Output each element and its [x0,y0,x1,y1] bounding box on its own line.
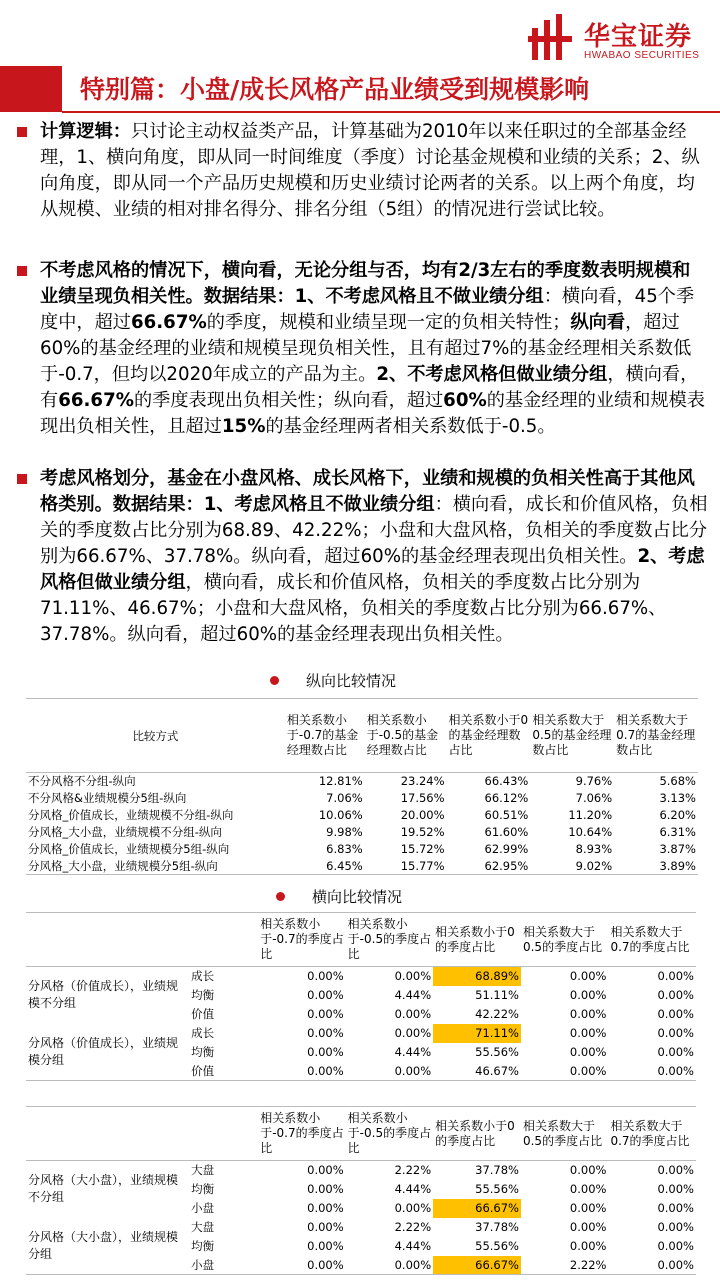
horizontal-comparison-table-style [26,912,696,1081]
para2-text-4: ，横向看，有 [40,364,699,411]
table-cell: 0.00% [657,1045,694,1059]
table-cell: 0.00% [394,1201,432,1215]
horizontal-comparison-table-size [26,1106,696,1275]
table-cell: 0.00% [657,969,694,984]
table-header-row [26,1107,696,1161]
table-cell: 15.77% [400,858,445,873]
table-cell: 7.06% [326,791,363,805]
table-row [26,841,698,858]
table-cell: 66.43% [484,774,529,789]
paragraph-with-style [40,466,708,648]
table-cell: 0.00% [657,1007,694,1021]
row-label: 分风格_大小盘，业绩规模分5组-纵向 [28,858,218,873]
table-cell: 0.00% [307,1045,344,1059]
sub-label: 成长 [191,1026,215,1040]
para2-bold-6: 60% [443,390,487,411]
table-cell: 0.00% [307,1063,344,1078]
table-cell: 0.00% [394,1063,432,1078]
company-logo-icon [528,14,574,64]
sub-label: 大盘 [191,1220,215,1234]
table-cell: 0.00% [307,1163,344,1178]
table-cell: 5.68% [659,774,696,789]
bullet-square-icon [17,266,27,276]
table-corner-label: 比较方式 [132,728,179,743]
sub-label: 均衡 [191,988,215,1002]
horizontal-comparison-title: 横向比较情况 [312,888,403,906]
highlighted-cell: 68.89% [433,967,521,986]
table-cell: 0.00% [657,1182,694,1196]
table-cell: 4.44% [394,1045,432,1059]
column-header: 相关系数大于0.7的基金经理数占比 [616,713,696,757]
table-cell: 6.20% [659,808,696,822]
table-cell: 4.44% [394,988,432,1002]
para3-bold-2: 2、考虑风格但做业绩分组 [40,546,705,593]
table-cell: 10.06% [318,808,363,822]
table-cell: 0.00% [657,1163,694,1178]
title-accent-bar [0,66,62,112]
table-row [26,967,696,986]
paragraph-no-style [40,258,708,440]
para1-text: 只讨论主动权益类产品，计算基础为2010年以来任职过的全部基金经理，1、横向角度，即从同一时间维度（季度）讨论基金规模和业绩的关系；2、纵向角度，即从同一个产品历史规模和历史业绩讨论两者的关系。以上两个角度，均从规模、业绩的相对排名得分、排名分组（5组）的情况进行尝试比较。 [40,121,700,220]
sub-label: 均衡 [191,1182,215,1196]
para2-text-7: 的基金经理两者相关系数低于-0.5。 [265,416,556,437]
para2-text-5: 的季度表现出负相关性；纵向看，超过 [133,390,444,411]
table-cell: 0.00% [569,1163,607,1178]
column-header: 相关系数小于0的季度占比 [435,924,515,954]
column-header: 相关系数小于-0.7的基金经理数占比 [286,713,359,757]
table-cell: 0.00% [569,1063,607,1078]
sub-label: 小盘 [191,1201,215,1215]
sub-label: 均衡 [191,1045,215,1059]
para1-bold: 计算逻辑： [40,121,131,142]
para2-bold-2: 66.67% [130,312,207,333]
column-header: 相关系数小于-0.7的季度占比 [260,1111,344,1155]
para3-text-2: ，横向看，成长和价值风格，负相关的季度数占比分别为71.11%、46.67%；小盘和大盘风格，负相关的季度数占比分别为66.67%、37.78%。纵向看，超过60%的基金经理表现出负相关性。 [40,572,667,645]
table-cell: 0.00% [394,1257,432,1272]
table-cell: 20.00% [400,808,445,822]
sub-label: 小盘 [191,1257,215,1272]
table-cell: 23.24% [400,774,445,789]
vertical-comparison-title: 纵向比较情况 [306,672,397,690]
section-dot-icon [276,892,285,901]
table-cell: 0.00% [569,969,607,984]
table-cell: 0.00% [657,1257,694,1272]
table-cell: 0.00% [657,1063,694,1078]
row-label: 分风格_价值成长，业绩规模不分组-纵向 [28,808,234,822]
table-cell: 9.98% [326,825,363,839]
table-cell: 0.00% [569,1007,607,1021]
table-cell: 17.56% [400,791,445,805]
table-cell: 0.00% [307,1239,344,1253]
table-cell: 9.76% [575,774,613,789]
group-label: 分风格（价值成长），业绩规模不分组 [28,979,179,1011]
table-cell: 0.00% [657,1026,694,1040]
para2-bold-5: 66.67% [58,390,134,411]
table-cell: 19.52% [400,825,445,839]
column-header: 相关系数大于0.7的季度占比 [610,924,690,954]
table-cell: 3.89% [659,858,696,873]
table-cell: 0.00% [569,1182,607,1196]
table-cell: 15.72% [400,842,445,856]
highlighted-cell: 71.11% [433,1024,521,1043]
sub-label: 价值 [191,1007,215,1021]
table-cell: 0.00% [394,1026,432,1040]
table-cell: 37.78% [475,1163,519,1178]
row-label: 分风格_大小盘，业绩规模不分组-纵向 [28,825,222,839]
table-cell: 6.31% [659,825,696,839]
table-cell: 2.22% [394,1163,432,1178]
table-corner [26,1107,189,1161]
sub-label: 价值 [191,1063,215,1078]
sub-corner [189,913,258,967]
table-cell: 6.83% [326,842,363,856]
column-header: 相关系数大于0.5的基金经理数占比 [532,713,612,757]
page-title: 特别篇：小盘/成长风格产品业绩受到规模影响 [80,75,590,104]
table-row [26,824,698,841]
table-row [26,807,698,824]
table-cell: 0.00% [569,1045,607,1059]
para2-bold-3: 纵向看 [570,312,626,333]
table-cell: 0.00% [569,1026,607,1040]
table-cell: 0.00% [569,1201,607,1215]
table-cell: 4.44% [394,1239,432,1253]
bullet-square-icon [17,474,27,484]
table-header-row [26,699,698,773]
table-cell: 0.00% [657,988,694,1002]
table-cell: 0.00% [569,988,607,1002]
table-cell: 0.00% [307,988,344,1002]
table-cell: 0.00% [307,1026,344,1040]
column-header: 相关系数大于0.5的季度占比 [522,924,603,954]
group-label: 分风格（大小盘），业绩规模不分组 [28,1173,179,1205]
sub-label: 均衡 [191,1239,215,1253]
table-cell: 10.64% [568,825,613,839]
column-header: 相关系数大于0.7的季度占比 [610,1118,690,1148]
para3-bold-1: 考虑风格划分，基金在小盘风格、成长风格下，业绩和规模的负相关性高于其他风格类别。数据结果：1、考虑风格且不做业绩分组 [40,468,695,515]
title-underline [62,111,720,113]
table-cell: 0.00% [307,1220,344,1234]
highlighted-cell: 66.67% [433,1199,521,1218]
company-logo [528,14,718,64]
sub-label: 成长 [191,969,215,984]
table-row [26,790,698,807]
table-cell: 9.02% [575,858,613,873]
table-header-row [26,913,696,967]
para3-text-1: ：横向看，成长和价值风格，负相关的季度数占比分别为68.89、42.22%；小盘和大盘风格，负相关的季度数占比分别为66.67%、37.78%。纵向看，超过60%的基金经理表现出负相关性。 [40,494,708,567]
table-cell: 0.00% [657,1220,694,1234]
paragraph-calc-logic [40,119,708,223]
vertical-comparison-table [26,698,698,875]
table-cell: 55.56% [475,1045,519,1059]
column-header: 相关系数小于-0.5的季度占比 [347,917,432,961]
para2-text-1: ：横向看，45个季度中，超过 [40,286,695,333]
table-cell: 0.00% [307,969,344,984]
table-cell: 0.00% [307,1007,344,1021]
table-cell: 61.60% [484,825,529,839]
table-cell: 37.78% [475,1220,519,1234]
table-row [26,773,698,790]
row-label: 分风格_价值成长，业绩规模分5组-纵向 [28,842,230,856]
bullet-square-icon [17,127,27,137]
para2-bold-7: 15% [221,416,266,437]
column-header: 相关系数小于0的基金经理数占比 [448,713,529,757]
table-cell: 0.00% [307,1201,344,1215]
table-row [26,1024,696,1043]
column-header: 相关系数大于0.5的季度占比 [522,1118,603,1148]
table-cell: 8.93% [575,842,613,856]
table-cell: 51.11% [475,988,519,1002]
table-cell: 0.00% [394,1007,432,1021]
sub-corner [189,1107,258,1161]
table-cell: 0.00% [569,1239,607,1253]
table-cell: 46.67% [475,1063,519,1078]
table-cell: 7.06% [575,791,613,805]
logo-text-en: HWABAO SECURITIES [584,50,700,61]
table-cell: 11.20% [568,808,613,822]
group-label: 分风格（大小盘），业绩规模分组 [28,1229,179,1261]
table-cell: 12.81% [318,774,363,789]
sub-label: 大盘 [191,1163,215,1178]
table-cell: 3.13% [659,791,696,805]
table-cell: 62.95% [484,858,529,873]
table-cell: 0.00% [657,1239,694,1253]
para2-bold-4: 2、不考虑风格但做业绩分组 [376,364,608,385]
para2-text-3: ，超过60%的基金经理的业绩和规模呈现负相关性，且有超过7%的基金经理相关系数低于-0.7，但均以2020年成立的产品为主。 [40,312,692,385]
logo-text-cn: 华宝证券 [584,22,693,52]
row-label: 不分风格&业绩规模分5组-纵向 [28,791,187,805]
table-cell: 0.00% [394,969,432,984]
para2-bold-1: 不考虑风格的情况下，横向看，无论分组与否，均有2/3左右的季度数表明规模和业绩呈现负相关性。数据结果：1、不考虑风格且不做业绩分组 [40,260,691,307]
column-header: 相关系数小于-0.5的基金经理数占比 [366,713,439,757]
table-cell: 62.99% [484,842,529,856]
table-cell: 60.51% [484,808,529,822]
table-cell: 6.45% [326,858,363,873]
table-cell: 0.00% [307,1257,344,1272]
table-cell: 2.22% [569,1257,607,1272]
table-row [26,1161,696,1180]
table-cell: 0.00% [307,1182,344,1196]
table-cell: 66.12% [484,791,529,805]
column-header: 相关系数小于0的季度占比 [435,1118,515,1148]
table-cell: 0.00% [657,1201,694,1215]
table-row [26,1218,696,1237]
table-cell: 0.00% [569,1220,607,1234]
table-cell: 4.44% [394,1182,432,1196]
row-label: 不分风格不分组-纵向 [28,774,136,789]
table-cell: 2.22% [394,1220,432,1234]
section-dot-icon [270,676,279,685]
column-header: 相关系数小于-0.5的季度占比 [347,1111,432,1155]
table-cell: 42.22% [475,1007,519,1021]
table-row [26,858,698,875]
group-label: 分风格（价值成长），业绩规模分组 [28,1035,179,1067]
para2-text-2: 的季度，规模和业绩呈现一定的负相关特性； [206,312,571,333]
table-cell: 3.87% [659,842,696,856]
table-cell: 55.56% [475,1239,519,1253]
table-cell: 55.56% [475,1182,519,1196]
para2-text-6: 的基金经理的业绩和规模表现出负相关性，且超过 [40,390,705,437]
table-corner [26,913,189,967]
highlighted-cell: 66.67% [433,1256,521,1275]
column-header: 相关系数小于-0.7的季度占比 [260,917,344,961]
